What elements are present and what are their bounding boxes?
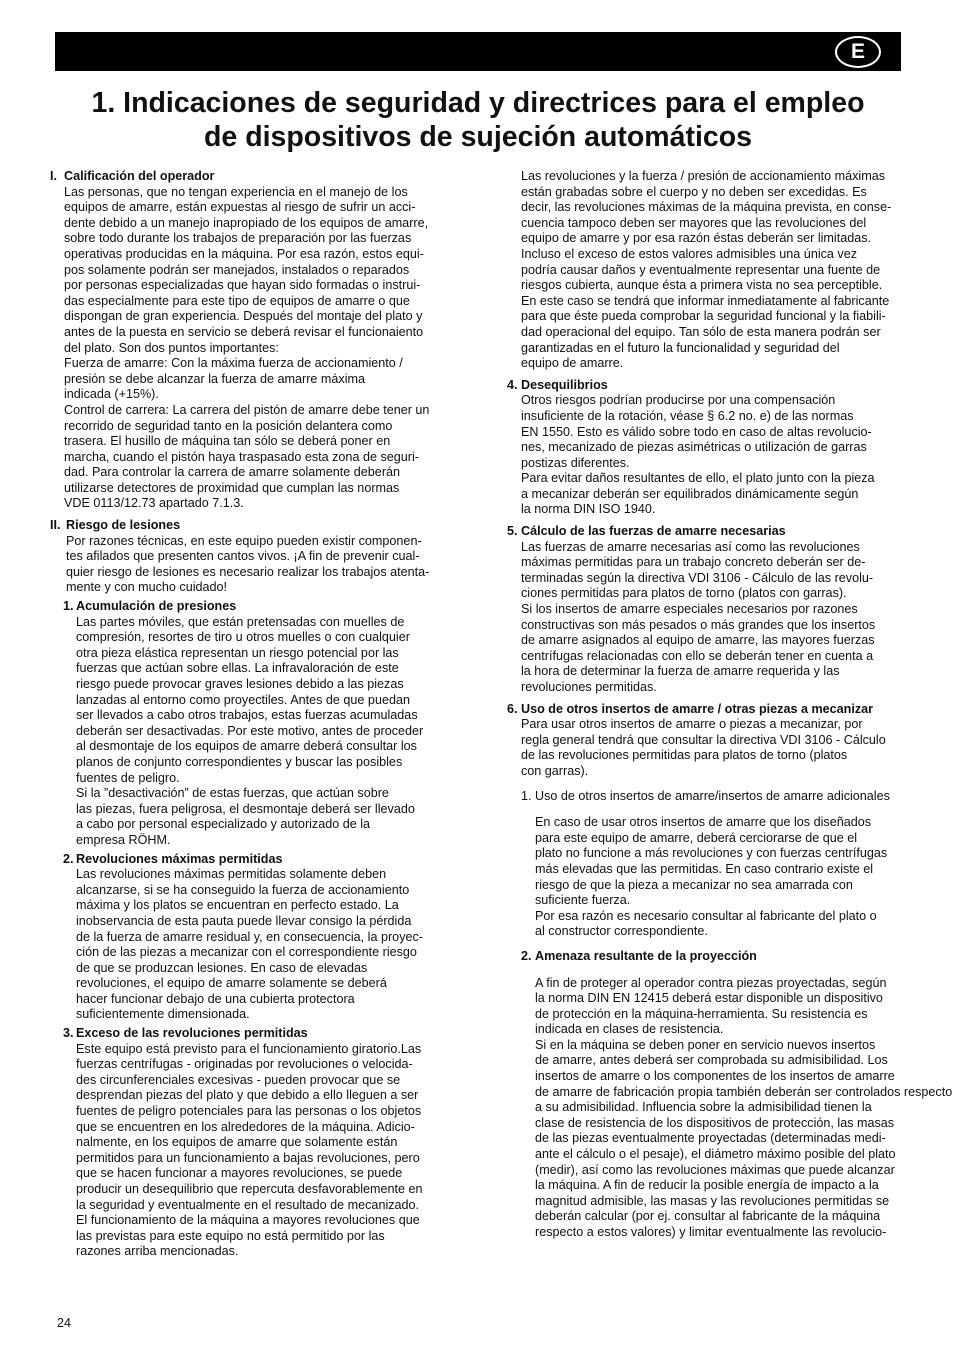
text-line: cuencia tampoco deben ser mayores que las revoluciones del bbox=[521, 215, 867, 230]
text-line: das especialmente para este tipo de equipos de amarre o que bbox=[64, 293, 410, 308]
text-line: dente debido a un manejo inapropiado de los equipos de amarre, bbox=[64, 215, 429, 230]
text-line: insuficiente de la rotación, véase § 6.2 no. e) de las normas bbox=[521, 408, 854, 423]
text-line: marcha, cuando el pistón haya traspasado esta zona de seguri- bbox=[64, 449, 419, 464]
text-line: Incluso el exceso de estos valores admisibles una única vez bbox=[521, 246, 858, 261]
text-line: del plato. Son dos puntos importantes: bbox=[64, 340, 279, 355]
subsection-heading: Acumulación de presiones bbox=[76, 599, 237, 614]
text-line: VDE 0113/12.73 apartado 7.1.3. bbox=[64, 496, 244, 511]
text-line: planos de conjunto correspondientes y buscar las posibles bbox=[76, 754, 403, 769]
text-line: la seguridad y eventualmente en el resultado de mecanizado. bbox=[76, 1197, 420, 1212]
text-line: razones arriba mencionadas. bbox=[76, 1244, 239, 1259]
text-line: de amarre, antes deberá ser comprobada su admisibilidad. Los bbox=[535, 1053, 888, 1068]
text-line: quier riesgo de lesiones es necesario realizar los trabajos atenta- bbox=[66, 564, 430, 579]
text-line: deberán calcular (por ej. consultar al fabricante de la máquina bbox=[535, 1209, 881, 1224]
text-line: Control de carrera: La carrera del pistón de amarre debe tener un bbox=[64, 402, 430, 417]
subsection-body bbox=[535, 975, 953, 1241]
text-line: de amarre de fabricación propia también deberán ser controlados respecto bbox=[535, 1084, 953, 1099]
text-line: Las personas, que no tengan experiencia en el manejo de los bbox=[64, 184, 408, 199]
intro-paragraph bbox=[507, 169, 917, 372]
text-line: Las revoluciones máximas permitidas solamente deben bbox=[76, 867, 387, 882]
section-number: 5. bbox=[507, 524, 518, 539]
section-heading: Uso de otros insertos de amarre / otras piezas a mecanizar bbox=[521, 701, 874, 716]
text-line: mente y con mucho cuidado! bbox=[66, 580, 228, 595]
text-line: ción de las piezas a mecanizar con el correspondiente riesgo bbox=[76, 945, 417, 960]
text-line: Las revoluciones y la fuerza / presión de accionamiento máximas bbox=[521, 169, 886, 183]
right-column bbox=[507, 169, 953, 1241]
section-body bbox=[521, 540, 917, 696]
subsection-other-inserts-use bbox=[507, 789, 917, 940]
text-line: des circunferenciales excesivas - pueden provocar que se bbox=[76, 1072, 401, 1087]
text-line: al desmontaje de los equipos de amarre deberá consultar los bbox=[76, 739, 417, 754]
text-line: con garras). bbox=[521, 763, 589, 778]
subsection-number: 2. bbox=[521, 948, 532, 963]
text-line: dispongan de gran experiencia. Después del montaje del plato y bbox=[64, 309, 423, 324]
text-line: riesgo puede provocar graves lesiones debido a las piezas bbox=[76, 677, 404, 691]
text-line: desprendan piezas del plato y que debido a ello lleguen a ser bbox=[76, 1088, 419, 1103]
text-line: nes, mecanizado de piezas asimétricas o utilización de garras bbox=[521, 440, 867, 455]
text-line: máximas permitidas para un trabajo concreto deberán ser de- bbox=[521, 555, 866, 570]
text-line: compresión, resortes de tiro u otros muelles o con cualquier bbox=[76, 630, 410, 645]
text-line: operativas producidas en la máquina. Por esa razón, estos equi- bbox=[64, 246, 424, 261]
text-line: de protección en la máquina-herramienta. Su resistencia es bbox=[535, 1006, 868, 1021]
text-line: Otros riesgos podrían producirse por una compensación bbox=[521, 393, 836, 408]
text-line: indicada (+15%). bbox=[64, 387, 159, 402]
section-number: I. bbox=[50, 169, 57, 183]
text-line: Las partes móviles, que están pretensadas con muelles de bbox=[76, 614, 405, 629]
text-line: utilizarse detectores de proximidad que cumplan las normas bbox=[64, 480, 400, 495]
section-heading: Desequilibrios bbox=[521, 377, 608, 392]
title-line-2: de dispositivos de sujeción automáticos bbox=[204, 121, 752, 153]
text-line: para que éste pueda comprobar la seguridad funcional y la fiabili- bbox=[521, 309, 886, 324]
text-line: las previstas para este equipo no está permitido por las bbox=[76, 1228, 385, 1243]
text-line: Fuerza de amarre: Con la máxima fuerza de accionamiento / bbox=[64, 356, 403, 371]
text-line: máxima y los platos se encuentran en perfecto estado. La bbox=[76, 898, 399, 913]
text-line: de la fuerza de amarre residual y, en consecuencia, la proyec- bbox=[76, 929, 423, 944]
text-line: más elevadas que las permitidas. En caso contrario existe el bbox=[535, 861, 874, 876]
text-line: podría causar daños y eventualmente representar una fuente de bbox=[521, 262, 881, 277]
subsection-body bbox=[535, 815, 917, 940]
text-line: postizas diferentes. bbox=[521, 455, 630, 470]
text-line: hacer funcionar debajo de una cubierta protectora bbox=[76, 991, 355, 1006]
subsection-heading: Revoluciones máximas permitidas bbox=[76, 851, 283, 866]
section-heading: Calificación del operador bbox=[64, 169, 215, 183]
text-line: para este equipo de amarre, deberá cerciorarse de que el bbox=[535, 830, 858, 845]
text-line: El funcionamiento de la máquina a mayores revoluciones que bbox=[76, 1213, 420, 1228]
text-line: nalmente, en los equipos de amarre que solamente están bbox=[76, 1135, 398, 1150]
text-line: deberán ser desactivadas. Por este motivo, antes de proceder bbox=[76, 723, 424, 738]
text-line: Si los insertos de amarre especiales necesarios por razones bbox=[521, 602, 858, 617]
text-line: respecto a estos valores) y limitar eventualmente las revolucio- bbox=[535, 1225, 887, 1239]
text-line: de que se produzcan lesiones. En caso de elevadas bbox=[76, 960, 368, 975]
text-line: de amarre asignados al equipo de amarre, las mayores fuerzas bbox=[521, 633, 875, 648]
subsection-pressure-build-up bbox=[50, 599, 462, 849]
subsection-body bbox=[76, 1042, 462, 1260]
section-number: 6. bbox=[507, 701, 518, 716]
text-line: garantizadas en el futuro la funcionalidad y seguridad del bbox=[521, 340, 840, 355]
text-line: ante el cálculo o el pesaje), el diámetro máximo posible del plato bbox=[535, 1147, 896, 1162]
text-line: tes afilados que presenten cantos vivos. ¡A fin de prevenir cual- bbox=[66, 549, 420, 564]
text-line: fuerzas centrífugas - originadas por revoluciones o velocida- bbox=[76, 1057, 413, 1072]
text-line: suficientemente dimensionada. bbox=[76, 1007, 250, 1022]
left-column bbox=[50, 169, 462, 1260]
subsection-number: 1. bbox=[521, 788, 532, 803]
text-line: producir un desequilibrio que repercuta desfavorablemente en bbox=[76, 1182, 423, 1196]
text-line: plato no funcione a más revoluciones y con fuerzas centrífugas bbox=[535, 846, 888, 861]
text-line: por personas especializadas que hayan sido formadas o instrui- bbox=[64, 278, 421, 293]
text-line: de las piezas eventualmente proyectadas (determinadas medi- bbox=[535, 1131, 886, 1146]
text-line: equipos de amarre, están expuestas al riesgo de sufrir un acci- bbox=[64, 200, 416, 215]
text-line: (medir), así como las revoluciones máximas que puede alcanzar bbox=[535, 1162, 895, 1177]
header-bar bbox=[55, 32, 901, 71]
text-line: fuentes de peligro. bbox=[76, 770, 180, 785]
subsection-body bbox=[76, 615, 462, 849]
text-line: ciones permitidas para platos de torno (platos con garras). bbox=[521, 586, 847, 601]
text-line: centrífugas relacionadas con ello se deberán tener en cuenta a bbox=[521, 648, 874, 663]
text-line: indicada en clases de resistencia. bbox=[535, 1022, 724, 1037]
subsection-number: 2. bbox=[63, 851, 74, 866]
section-heading: Riesgo de lesiones bbox=[66, 518, 181, 533]
text-line: fuerzas que actúan sobre ellas. La infravaloración de este bbox=[76, 661, 399, 676]
section-heading: Cálculo de las fuerzas de amarre necesarias bbox=[521, 524, 786, 539]
section-body bbox=[66, 534, 462, 596]
section-number: II. bbox=[50, 518, 61, 533]
text-line: empresa RÖHM. bbox=[76, 832, 171, 847]
text-line: En caso de usar otros insertos de amarre que los diseñados bbox=[535, 815, 872, 830]
text-line: inobservancia de esta pauta puede llevar consigo la pérdida bbox=[76, 913, 412, 928]
subsection-body bbox=[76, 867, 462, 1023]
text-line: riesgo de que la pieza a mecanizar no sea amarrada con bbox=[535, 877, 853, 892]
text-line: dad. Para controlar la carrera de amarre solamente deberán bbox=[64, 465, 401, 480]
text-line: que se encuentren en los alrededores de la máquina. Adicio- bbox=[76, 1119, 415, 1134]
language-badge: E bbox=[835, 36, 881, 68]
text-line: Por esa razón es necesario consultar al fabricante del plato o bbox=[535, 908, 877, 923]
text-line: al constructor correspondiente. bbox=[535, 924, 708, 939]
section-body bbox=[521, 717, 917, 779]
text-line: la máquina. A fin de reducir la posible energía de impacto a la bbox=[535, 1178, 879, 1193]
text-line: Las fuerzas de amarre necesarias así como las revoluciones bbox=[521, 539, 860, 554]
text-line: antes de la puesta en servicio se deberá revisar el funcionaiento bbox=[64, 324, 424, 339]
text-line: que se hacen funcionar a mayores revoluciones, se puede bbox=[76, 1166, 403, 1181]
text-line: fuentes de peligro potenciales para las personas o los objetos bbox=[76, 1104, 422, 1119]
text-line: ser llevados a cabo otros trabajos, estas fuerzas acumuladas bbox=[76, 708, 418, 723]
text-line: permitidos para un funcionamiento a bajas revoluciones, pero bbox=[76, 1150, 420, 1165]
text-line: presión se debe alcanzar la fuerza de amarre máxima bbox=[64, 371, 366, 386]
text-line: En este caso se tendrá que informar inmediatamente al fabricante bbox=[521, 293, 890, 308]
text-line: equipo de amarre y por esa razón éstas deberán ser limitadas. bbox=[521, 231, 872, 246]
text-line: Si en la máquina se deben poner en servicio nuevos insertos bbox=[535, 1037, 876, 1052]
subsection-projection-threat bbox=[507, 948, 953, 1241]
subsection-heading: Uso de otros insertos de amarre/insertos de amarre adicionales bbox=[535, 788, 890, 803]
text-line: a su admisibilidad. Influencia sobre la admisibilidad tienen la bbox=[535, 1100, 872, 1115]
text-line: Para usar otros insertos de amarre o piezas a mecanizar, por bbox=[521, 717, 863, 732]
text-line: recorrido de seguridad tanto en la posición delantera como bbox=[64, 418, 393, 433]
text-line: terminadas según la directiva VDI 3106 - Cálculo de las revolu- bbox=[521, 570, 874, 585]
text-line: decir, las revoluciones máximas de la máquina prevista, en conse- bbox=[521, 200, 892, 215]
text-line: regla general tendrá que consultar la directiva VDI 3106 - Cálculo bbox=[521, 732, 886, 747]
text-line: riesgos cubierta, aunque ésta a primera vista no sea perceptible. bbox=[521, 278, 883, 293]
text-line: equipo de amarre. bbox=[521, 356, 624, 371]
text-line: clase de resistencia de los dispositivos de protección, las masas bbox=[535, 1115, 895, 1130]
text-line: Para evitar daños resultantes de ello, el plato junto con la pieza bbox=[521, 471, 875, 486]
subsection-number: 3. bbox=[63, 1026, 74, 1041]
section-number: 4. bbox=[507, 377, 518, 392]
text-line: A fin de proteger al operador contra piezas proyectadas, según bbox=[535, 975, 887, 990]
section-other-inserts bbox=[507, 702, 917, 780]
text-line: Si la ”desactivación” de estas fuerzas, que actúan sobre bbox=[76, 786, 389, 801]
text-line: la norma DIN ISO 1940. bbox=[521, 502, 656, 517]
text-line: lanzadas al entorno como proyectiles. Antes de que puedan bbox=[76, 692, 410, 707]
text-line: de las revoluciones permitidas para platos de torno (platos bbox=[521, 748, 848, 763]
text-line: la norma DIN EN 12415 deberá estar disponible un dispositivo bbox=[535, 991, 883, 1006]
subsection-max-speed bbox=[50, 852, 462, 1024]
text-line: Por razones técnicas, en este equipo pueden existir componen- bbox=[66, 533, 422, 548]
text-line: alcanzarse, si se ha conseguido la fuerza de accionamiento bbox=[76, 882, 410, 897]
section-clamping-force-calculation bbox=[507, 524, 917, 696]
subsection-heading: Amenaza resultante de la proyección bbox=[535, 948, 757, 963]
text-line: las piezas, fuera peligrosa, el desmontaje deberá ser llevado bbox=[76, 801, 415, 816]
section-body bbox=[521, 393, 917, 518]
text-line: otra pieza elástica representan un riesgo potencial por las bbox=[76, 645, 399, 660]
subsection-number: 1. bbox=[63, 599, 74, 614]
text-line: la hora de determinar la fuerza de amarre requerida y las bbox=[521, 664, 840, 679]
title-line-1: 1. Indicaciones de seguridad y directrices para el empleo bbox=[91, 87, 865, 119]
text-line: suficiente fuerza. bbox=[535, 893, 631, 908]
text-line: sobre todo durante los trabajos de preparación por las fuerzas bbox=[64, 231, 412, 246]
page-title bbox=[55, 86, 901, 154]
text-line: están grabadas sobre el cuerpo y no deben ser excedidas. Es bbox=[521, 184, 867, 199]
text-line: revoluciones, el equipo de amarre solamente se deberá bbox=[76, 976, 387, 991]
section-imbalance bbox=[507, 378, 917, 518]
text-line: a mecanizar deberán ser equilibrados dinámicamente según bbox=[521, 486, 859, 501]
section-injury-risk bbox=[50, 518, 462, 596]
text-line: Este equipo está previsto para el funcionamiento giratorio.Las bbox=[76, 1041, 422, 1056]
text-line: a cabo por personal especializado y autorizado de la bbox=[76, 817, 371, 832]
page-number: 24 bbox=[57, 1316, 71, 1330]
text-line: magnitud admisible, las masas y las revoluciones permitidas se bbox=[535, 1193, 890, 1208]
text-line: trasera. El husillo de máquina tan sólo se deberá poner en bbox=[64, 434, 391, 449]
text-line: insertos de amarre o los componentes de los insertos de amarre bbox=[535, 1069, 895, 1084]
text-line: EN 1550. Esto es válido sobre todo en caso de altas revolucio- bbox=[521, 424, 872, 439]
subsection-speed-excess bbox=[50, 1026, 462, 1260]
text-line: pos solamente podrán ser manejados, instalados o reparados bbox=[64, 262, 410, 277]
section-operator-qualification bbox=[50, 169, 462, 512]
text-line: revoluciones permitidas. bbox=[521, 680, 657, 694]
section-body bbox=[64, 185, 462, 512]
subsection-heading: Exceso de las revoluciones permitidas bbox=[76, 1026, 308, 1041]
text-line: dad operacional del equipo. Tan sólo de esta manera podrán ser bbox=[521, 324, 881, 339]
text-line: constructivas son más pesados o más grandes que los insertos bbox=[521, 617, 876, 632]
